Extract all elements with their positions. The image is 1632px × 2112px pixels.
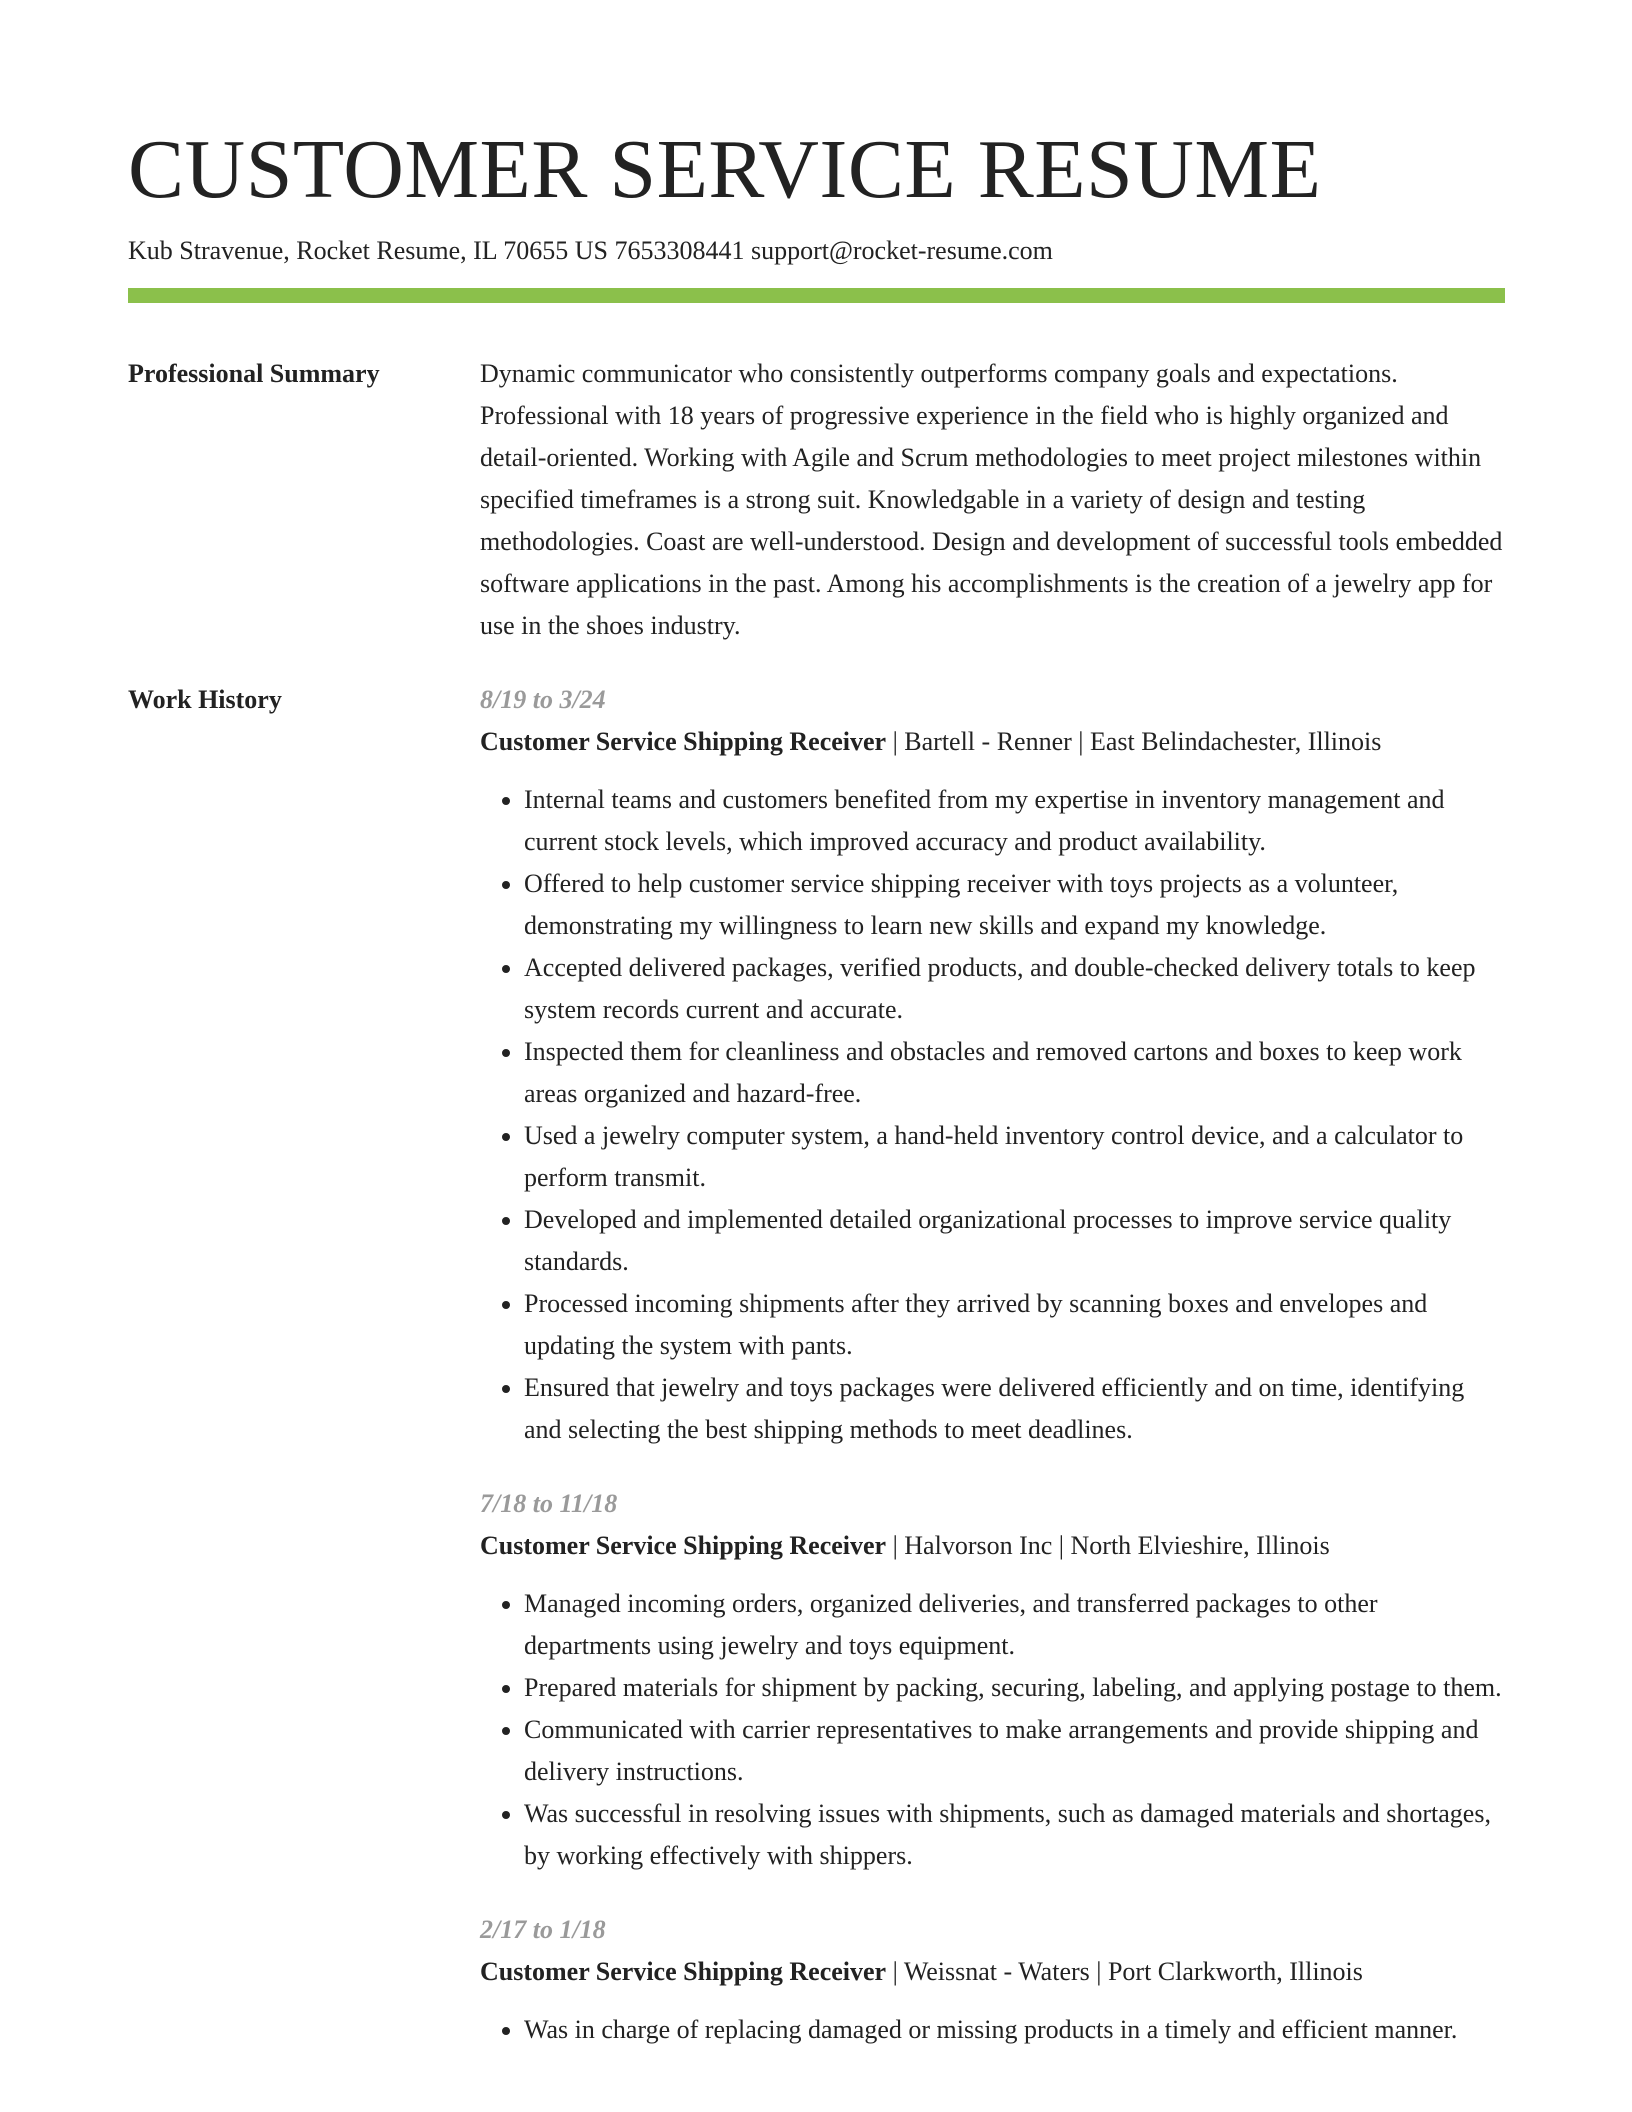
job-entry: [480, 1909, 1505, 2051]
job-bullet: • Processed incoming shipments after they arrived by scanning boxes and envelopes and updating the system with pants.: [524, 1283, 1505, 1367]
job-details: | Halvorson Inc | North Elvieshire, Illinois: [886, 1531, 1330, 1560]
resume-page: [128, 0, 1505, 2083]
job-dates: 2/17 to 1/18: [480, 1915, 606, 1944]
job-bullet: • Internal teams and customers benefited from my expertise in inventory management and current stock levels, which improved accuracy and product availability.: [524, 779, 1505, 863]
job-bullet: • Communicated with carrier representatives to make arrangements and provide shipping and delivery instructions.: [524, 1709, 1505, 1793]
summary-section: [128, 353, 1505, 647]
job-bullet: • Offered to help customer service shipping receiver with toys projects as a volunteer, demonstrating my willingness to learn new skills and expand my knowledge.: [524, 863, 1505, 947]
work-history-section: [128, 679, 1505, 2083]
job-bullet: • Was in charge of replacing damaged or missing products in a timely and efficient manner.: [524, 2009, 1505, 2051]
job-dates: 7/18 to 11/18: [480, 1489, 618, 1518]
job-bullet: • Managed incoming orders, organized deliveries, and transferred packages to other departments using jewelry and toys equipment.: [524, 1583, 1505, 1667]
job-bullet: • Inspected them for cleanliness and obstacles and removed cartons and boxes to keep work areas organized and hazard-free.: [524, 1031, 1505, 1115]
work-history-heading: Work History: [128, 685, 282, 714]
job-bullets: [480, 1583, 1505, 1877]
job-list: [480, 679, 1505, 2083]
job-bullet: • Accepted delivered packages, verified products, and double-checked delivery totals to keep system records current and accurate.: [524, 947, 1505, 1031]
job-title: Customer Service Shipping Receiver: [480, 727, 887, 756]
job-bullet: • Developed and implemented detailed organizational processes to improve service quality standards.: [524, 1199, 1505, 1283]
job-bullet: • Ensured that jewelry and toys packages were delivered efficiently and on time, identifying and selecting the best shipping methods to meet deadlines.: [524, 1367, 1505, 1451]
summary-text: Dynamic communicator who consistently outperforms company goals and expectations. Professional with 18 years of progressive experience in the field who is highly organized and detail-oriented. Working with Agile and Scrum methodologies to meet project milestones within specified timeframes is a strong suit. Knowledgable in a variety of design and testing methodologies. Coast are well-understood. Design and development of successful tools embedded software applications in the past. Among his accomplishments is the creation of a jewelry app for use in the shoes industry.: [480, 359, 1503, 640]
job-bullet: • Used a jewelry computer system, a hand-held inventory control device, and a calculator to perform transmit.: [524, 1115, 1505, 1199]
job-bullets: [480, 779, 1505, 1451]
job-heading: [480, 1525, 1505, 1567]
summary-heading: Professional Summary: [128, 359, 380, 388]
job-bullet: • Was successful in resolving issues with shipments, such as damaged materials and shortages, by working effectively with shippers.: [524, 1793, 1505, 1877]
resume-title: CUSTOMER SERVICE RESUME: [128, 123, 1322, 216]
job-dates: 8/19 to 3/24: [480, 685, 606, 714]
accent-divider: [128, 288, 1505, 303]
job-bullet: • Prepared materials for shipment by packing, securing, labeling, and applying postage to them.: [524, 1667, 1505, 1709]
job-heading: [480, 1951, 1505, 1993]
job-details: | Bartell - Renner | East Belindachester, Illinois: [886, 727, 1382, 756]
job-bullets: [480, 2009, 1505, 2051]
job-heading: [480, 721, 1505, 763]
contact-line: Kub Stravenue, Rocket Resume, IL 70655 US 7653308441 support@rocket-resume.com: [128, 236, 1053, 265]
job-details: | Weissnat - Waters | Port Clarkworth, Illinois: [886, 1957, 1363, 1986]
job-entry: [480, 1483, 1505, 1877]
job-title: Customer Service Shipping Receiver: [480, 1531, 887, 1560]
job-entry: [480, 679, 1505, 1451]
job-title: Customer Service Shipping Receiver: [480, 1957, 887, 1986]
